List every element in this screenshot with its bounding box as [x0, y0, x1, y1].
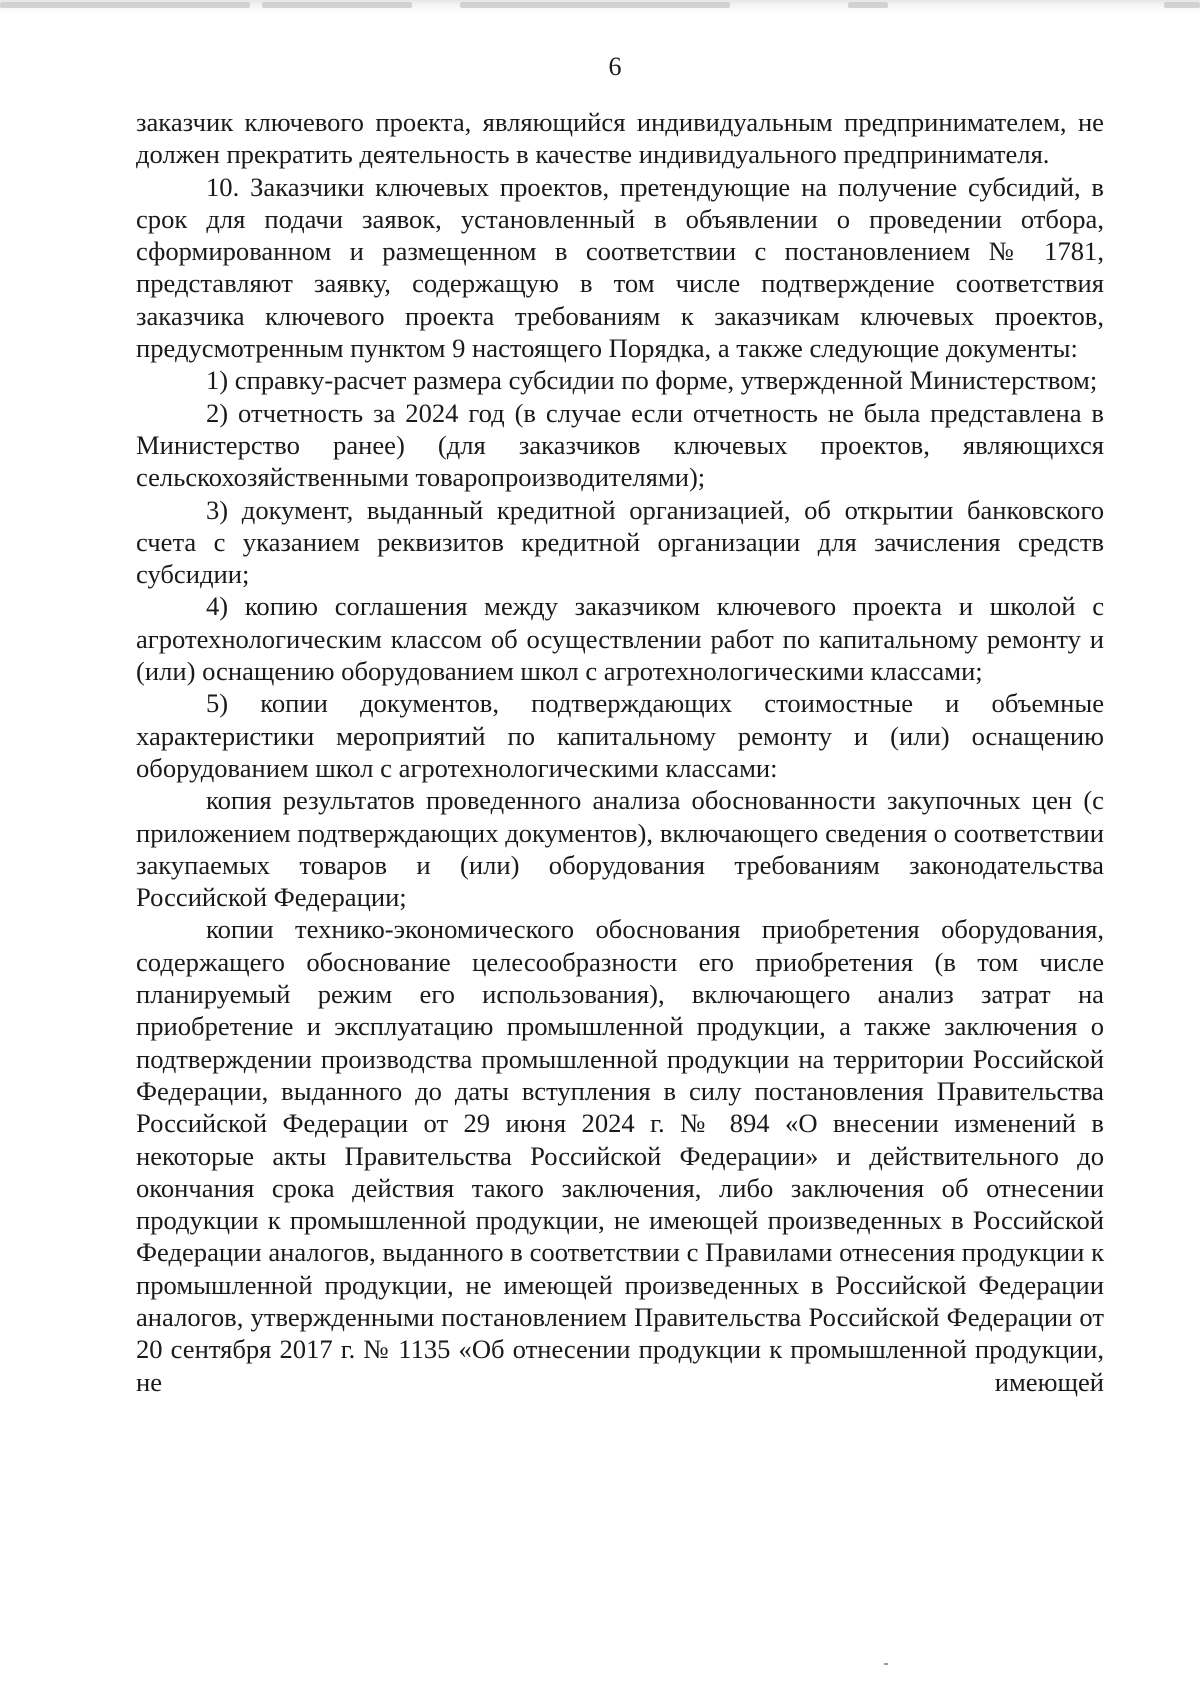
list-item-3: 3) документ, выданный кредитной организацией, об открытии банковского счета с указанием реквизитов кредитной организации для зачисления средств субсидии;	[136, 494, 1104, 590]
scan-top-edge	[0, 0, 1200, 14]
list-item-2: 2) отчетность за 2024 год (в случае если отчетность не была представлена в Министерство ранее) (для заказчиков ключевых проектов, являющихся сельскохозяйственными товаропроизводителями);	[136, 397, 1104, 493]
scan-artifact	[848, 2, 888, 8]
document-body	[136, 106, 1104, 1398]
scan-artifact	[460, 2, 730, 8]
scan-artifact	[1164, 2, 1200, 8]
scan-speck	[884, 1663, 888, 1665]
sub-item-price-analysis: копия результатов проведенного анализа обоснованности закупочных цен (с приложением подтверждающих документов), включающего сведения о соответствии закупаемых товаров и (или) оборудования требованиям законодательства Российской Федерации;	[136, 785, 1104, 913]
paragraph-continuation: заказчик ключевого проекта, являющийся индивидуальным предпринимателем, не должен прекратить деятельность в качестве индивидуального предпринимателя.	[136, 107, 1104, 170]
sub-item-feasibility-study: копии технико-экономического обоснования приобретения оборудования, содержащего обоснование целесообразности его приобретения (в том числе планируемый режим его использования), включающего анализ затрат на приобретение и эксплуатацию промышленной продукции, а также заключения о подтверждении производства промышленной продукции на территории Российской Федерации, выданного до даты вступления в силу постановления Правительства Российской Федерации от 29 июня 2024 г. № 894 «О внесении изменений в некоторые акты Правительства Российской Федерации» и действительного до окончания срока действия такого заключения, либо заключения об отнесении продукции к промышленной продукции, не имеющей произведенных в Российской Федерации аналогов, выданного в соответствии с Правилами отнесения продукции к промышленной продукции, не имеющей произведенных в Российской Федерации аналогов, утвержденными постановлением Правительства Российской Федерации от 20 сентября 2017 г. № 1135 «Об отнесении продукции к промышленной продукции, не имеющей	[136, 914, 1104, 1397]
page-number: 6	[608, 52, 622, 81]
scan-artifact	[0, 2, 250, 8]
scan-artifact	[262, 2, 412, 8]
list-item-4: 4) копию соглашения между заказчиком ключевого проекта и школой с агротехнологическим классом об осуществлении работ по капитальному ремонту и (или) оснащению оборудованием школ с агротехнологическими классами;	[136, 591, 1104, 687]
paragraph-clause-10: 10. Заказчики ключевых проектов, претендующие на получение субсидий, в срок для подачи заявок, установленный в объявлении о проведении отбора, сформированном и размещенном в соответствии с постановлением № 1781, представляют заявку, содержащую в том числе подтверждение соответствия заказчика ключевого проекта требованиям к заказчикам ключевых проектов, предусмотренным пунктом 9 настоящего Порядка, а также следующие документы:	[136, 171, 1104, 364]
list-item-5: 5) копии документов, подтверждающих стоимостные и объемные характеристики мероприятий по капитальному ремонту и (или) оснащению оборудованием школ с агротехнологическими классами:	[136, 688, 1104, 783]
list-item-1: 1) справку-расчет размера субсидии по форме, утвержденной Министерством;	[206, 365, 1098, 396]
